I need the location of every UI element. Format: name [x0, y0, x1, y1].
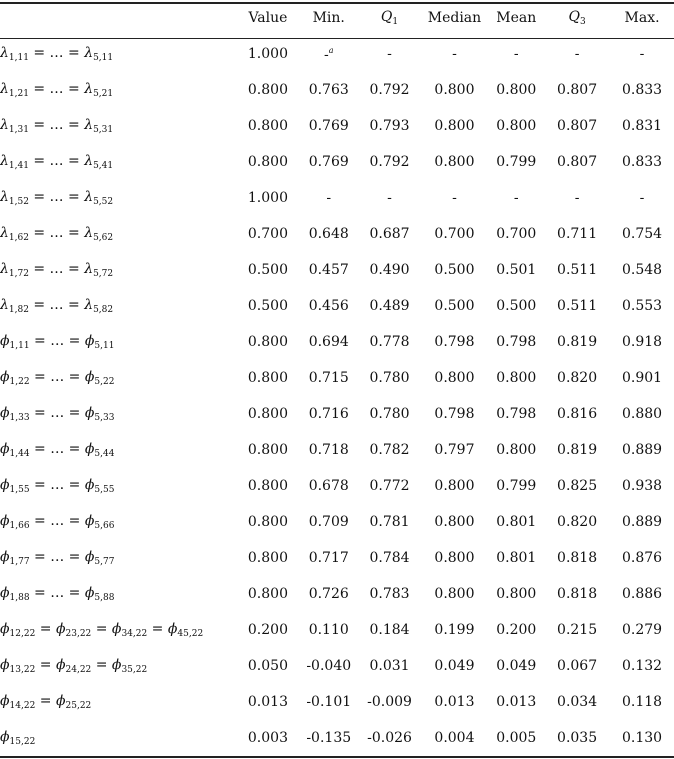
table-row — [0, 324, 674, 360]
value-cell: 0.456 — [308, 298, 349, 314]
value-cell: 0.800 — [434, 118, 475, 134]
table-row — [0, 540, 674, 576]
value-cell: 0.800 — [247, 406, 288, 422]
value-cell: 0.800 — [496, 82, 537, 98]
footnote-marker: a — [328, 45, 334, 55]
value-cell: 0.819 — [557, 334, 598, 350]
value-cell: 0.718 — [308, 442, 349, 458]
value-cell: 0.130 — [621, 730, 663, 746]
value-cell: 0.876 — [621, 550, 663, 566]
table-row — [0, 720, 674, 756]
value-cell: - — [574, 46, 580, 62]
value-cell: -0.040 — [306, 658, 352, 674]
value-cell: 0.031 — [369, 658, 410, 674]
value-cell: - — [639, 190, 645, 206]
value-cell: - — [513, 190, 519, 206]
value-cell: 0.782 — [369, 442, 410, 458]
value-cell: 0.800 — [247, 334, 288, 350]
table-row — [0, 648, 674, 684]
value-cell: 0.769 — [308, 118, 349, 134]
value-cell: -0.135 — [306, 730, 352, 746]
parameter-cell: $\phi_{14,22} = \phi_{25,22}$ — [0, 693, 92, 711]
value-cell: 0.800 — [496, 586, 537, 602]
table-row — [0, 216, 674, 252]
parameter-cell: $\lambda_{1,62}$ = … = $\lambda_{5,62}$ — [0, 225, 114, 243]
value-cell: 0.819 — [557, 442, 598, 458]
table-row — [0, 72, 674, 108]
value-cell: 0.511 — [557, 298, 598, 314]
value-cell: 0.500 — [434, 298, 475, 314]
value-cell: 0.716 — [308, 406, 349, 422]
value-cell: 0.754 — [621, 226, 663, 242]
value-cell: 0.500 — [434, 262, 475, 278]
value-cell: 0.694 — [308, 334, 349, 350]
parameter-cell: $\lambda_{1,41}$ = … = $\lambda_{5,41}$ — [0, 153, 114, 171]
header-q1: $Q_1$ — [380, 9, 399, 27]
value-cell: 0.726 — [308, 586, 349, 602]
value-cell: 0.889 — [621, 514, 663, 530]
value-cell: 0.800 — [247, 118, 288, 134]
value-cell: 0.500 — [496, 298, 537, 314]
table-row — [0, 468, 674, 504]
value-cell: 0.820 — [557, 370, 598, 386]
value-cell: 0.511 — [557, 262, 598, 278]
header-min: Min. — [312, 10, 345, 26]
value-cell: 0.763 — [308, 82, 349, 98]
value-cell: 0.825 — [557, 478, 598, 494]
table-row — [0, 144, 674, 180]
value-cell: 0.800 — [434, 154, 475, 170]
value-cell: 0.184 — [369, 622, 410, 638]
value-cell: 0.501 — [496, 262, 537, 278]
value-cell: 0.816 — [557, 406, 598, 422]
value-cell: 0.800 — [496, 442, 537, 458]
value-cell: 0.800 — [247, 442, 288, 458]
value-cell: 0.799 — [496, 154, 537, 170]
value-cell: 1.000 — [247, 46, 288, 62]
value-cell: 0.490 — [369, 262, 410, 278]
value-cell: 0.833 — [621, 82, 663, 98]
value-cell: 0.553 — [621, 298, 663, 314]
value-cell: 0.200 — [247, 622, 288, 638]
value-cell: 0.049 — [434, 658, 475, 674]
header-median: Median — [427, 10, 482, 26]
value-cell: - — [452, 190, 457, 206]
value-cell: 0.801 — [496, 514, 537, 530]
parameter-cell: $\phi_{1,55}$ = … = $\phi_{5,55}$ — [0, 477, 115, 495]
value-cell: 0.687 — [369, 226, 410, 242]
value-cell: 0.807 — [557, 154, 598, 170]
value-cell: 0.800 — [434, 586, 475, 602]
value-cell: - — [513, 46, 519, 62]
value-cell: 0.700 — [434, 226, 475, 242]
parameter-cell: $\lambda_{1,82}$ = … = $\lambda_{5,82}$ — [0, 297, 114, 315]
value-cell: 0.215 — [557, 622, 598, 638]
value-cell: 0.003 — [247, 730, 288, 746]
value-cell: 0.798 — [434, 334, 475, 350]
header-max: Max. — [624, 10, 660, 26]
value-cell: 0.800 — [247, 154, 288, 170]
value-cell: 0.800 — [247, 478, 288, 494]
value-cell: 0.200 — [496, 622, 537, 638]
value-cell: -0.009 — [367, 694, 412, 710]
table-row — [0, 396, 674, 432]
value-cell: 0.793 — [369, 118, 410, 134]
value-cell: 0.801 — [496, 550, 537, 566]
table-row — [0, 576, 674, 612]
value-cell: 0.772 — [369, 478, 410, 494]
value-cell: 0.648 — [308, 226, 349, 242]
value-cell: 0.800 — [434, 82, 475, 98]
value-cell: 0.700 — [247, 226, 288, 242]
header-mean: Mean — [496, 10, 537, 26]
value-cell: 0.711 — [557, 226, 598, 242]
value-cell: 0.798 — [496, 406, 537, 422]
parameter-cell: $\phi_{15,22}$ — [0, 729, 36, 747]
value-cell: 0.769 — [308, 154, 349, 170]
value-cell: 0.800 — [496, 118, 537, 134]
value-cell: 0.800 — [434, 550, 475, 566]
value-cell: 0.800 — [496, 370, 537, 386]
value-cell: 0.279 — [621, 622, 663, 638]
value-cell: 0.831 — [621, 118, 663, 134]
value-cell: 0.938 — [621, 478, 663, 494]
value-cell: 0.067 — [557, 658, 598, 674]
value-cell: 0.049 — [496, 658, 537, 674]
value-cell: -$^a$ — [323, 45, 334, 63]
table-header-row — [0, 0, 674, 36]
value-cell: 0.678 — [308, 478, 349, 494]
value-cell: 0.709 — [308, 514, 349, 530]
parameter-cell: $\lambda_{1,52}$ = … = $\lambda_{5,52}$ — [0, 189, 114, 207]
value-cell: 0.780 — [369, 406, 410, 422]
header-value: Value — [248, 10, 288, 26]
table-row — [0, 504, 674, 540]
value-cell: 0.807 — [557, 82, 598, 98]
value-cell: 0.110 — [308, 622, 349, 638]
parameter-cell: $\phi_{1,33}$ = … = $\phi_{5,33}$ — [0, 405, 115, 423]
value-cell: 0.199 — [434, 622, 475, 638]
parameter-cell: $\lambda_{1,31}$ = … = $\lambda_{5,31}$ — [0, 117, 114, 135]
parameter-cell: $\phi_{1,11}$ = … = $\phi_{5,11}$ — [0, 333, 115, 351]
value-cell: 0.783 — [369, 586, 410, 602]
table-body — [0, 36, 674, 756]
value-cell: 0.778 — [369, 334, 410, 350]
value-cell: - — [639, 46, 645, 62]
parameter-cell: $\phi_{12,22} = \phi_{23,22} = \phi_{34,22} = \phi_{45,22}$ — [0, 621, 204, 639]
parameter-cell: $\lambda_{1,21}$ = … = $\lambda_{5,21}$ — [0, 81, 114, 99]
value-cell: 1.000 — [247, 190, 288, 206]
header-q3: $Q_3$ — [568, 9, 586, 27]
table-row — [0, 684, 674, 720]
value-cell: 0.500 — [247, 298, 288, 314]
value-cell: 0.886 — [621, 586, 663, 602]
value-cell: 0.880 — [621, 406, 663, 422]
value-cell: 0.489 — [369, 298, 410, 314]
value-cell: 0.798 — [496, 334, 537, 350]
value-cell: 0.807 — [557, 118, 598, 134]
value-cell: 0.792 — [369, 154, 410, 170]
value-cell: - — [387, 46, 392, 62]
value-cell: 0.034 — [557, 694, 598, 710]
parameter-cell: $\phi_{1,88}$ = … = $\phi_{5,88}$ — [0, 585, 115, 603]
value-cell: -0.026 — [367, 730, 412, 746]
value-cell: 0.700 — [496, 226, 537, 242]
value-cell: 0.901 — [621, 370, 663, 386]
value-cell: 0.800 — [247, 370, 288, 386]
value-cell: 0.004 — [434, 730, 475, 746]
table-row — [0, 612, 674, 648]
value-cell: 0.780 — [369, 370, 410, 386]
value-cell: 0.717 — [308, 550, 349, 566]
table-row — [0, 360, 674, 396]
parameter-cell: $\lambda_{1,11}$ = … = $\lambda_{5,11}$ — [0, 45, 114, 63]
value-cell: 0.800 — [434, 514, 475, 530]
value-cell: 0.800 — [247, 550, 288, 566]
value-cell: 0.800 — [434, 370, 475, 386]
value-cell: - — [326, 190, 332, 206]
value-cell: 0.781 — [369, 514, 410, 530]
value-cell: 0.800 — [247, 586, 288, 602]
parameter-cell: $\lambda_{1,72}$ = … = $\lambda_{5,72}$ — [0, 261, 114, 279]
table-row — [0, 252, 674, 288]
value-cell: 0.050 — [247, 658, 288, 674]
value-cell: 0.818 — [557, 550, 598, 566]
value-cell: 0.800 — [247, 514, 288, 530]
value-cell: 0.798 — [434, 406, 475, 422]
value-cell: - — [452, 46, 457, 62]
value-cell: 0.715 — [308, 370, 349, 386]
value-cell: 0.818 — [557, 586, 598, 602]
value-cell: - — [387, 190, 392, 206]
value-cell: 0.457 — [308, 262, 349, 278]
value-cell: 0.013 — [434, 694, 475, 710]
bottom-rule — [0, 756, 674, 758]
table-row — [0, 180, 674, 216]
parameter-cell: $\phi_{13,22} = \phi_{24,22} = \phi_{35,22}$ — [0, 657, 148, 675]
table-row — [0, 432, 674, 468]
parameter-cell: $\phi_{1,22}$ = … = $\phi_{5,22}$ — [0, 369, 115, 387]
value-cell: 0.013 — [496, 694, 537, 710]
value-cell: 0.799 — [496, 478, 537, 494]
value-cell: 0.118 — [621, 694, 663, 710]
value-cell: 0.035 — [557, 730, 598, 746]
parameter-cell: $\phi_{1,77}$ = … = $\phi_{5,77}$ — [0, 549, 115, 567]
table-row — [0, 288, 674, 324]
header-parameter — [0, 0, 237, 36]
value-cell: 0.792 — [369, 82, 410, 98]
value-cell: 0.918 — [621, 334, 663, 350]
value-cell: 0.784 — [369, 550, 410, 566]
value-cell: 0.005 — [496, 730, 537, 746]
value-cell: 0.132 — [621, 658, 663, 674]
table-row — [0, 108, 674, 144]
value-cell: 0.820 — [557, 514, 598, 530]
value-cell: -0.101 — [306, 694, 352, 710]
value-cell: 0.548 — [621, 262, 663, 278]
parameter-cell: $\phi_{1,66}$ = … = $\phi_{5,66}$ — [0, 513, 115, 531]
table-row — [0, 36, 674, 72]
value-cell: 0.013 — [247, 694, 288, 710]
value-cell: - — [574, 190, 580, 206]
value-cell: 0.800 — [247, 82, 288, 98]
value-cell: 0.833 — [621, 154, 663, 170]
value-cell: 0.797 — [434, 442, 475, 458]
value-cell: 0.800 — [434, 478, 475, 494]
value-cell: 0.500 — [247, 262, 288, 278]
value-cell: 0.889 — [621, 442, 663, 458]
parameter-cell: $\phi_{1,44}$ = … = $\phi_{5,44}$ — [0, 441, 115, 459]
